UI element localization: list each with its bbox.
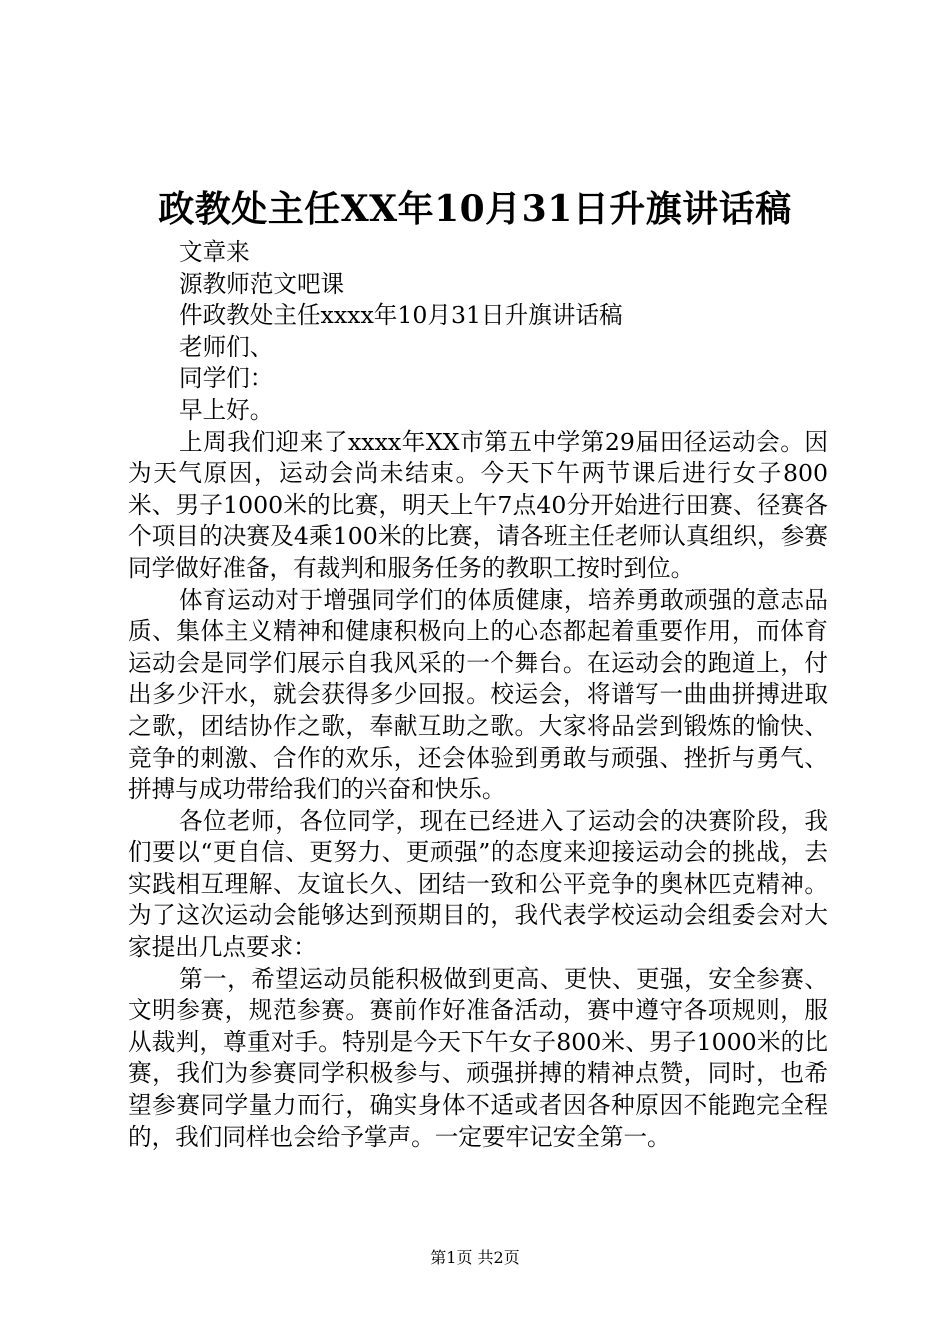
paragraph: 各位老师，各位同学，现在已经进入了运动会的决赛阶段，我们要以“更自信、更努力、更顽强”的态度来迎接运动会的挑战，去实践相互理解、友谊长久、团结一致和公平竞争的奥林匹克精神。为了这次运动会能够达到预期目的，我代表学校运动会组委会对大家提出几点要求： — [128, 806, 828, 962]
document-body — [128, 237, 828, 1153]
paragraph: 上周我们迎来了xxxx年XX市第五中学第29届田径运动会。因为天气原因，运动会尚未结束。今天下午两节课后进行女子800米、男子1000米的比赛，明天上午7点40分开始进行田赛、径赛各个项目的决赛及4乘100米的比赛，请各班主任老师认真组织，参赛同学做好准备，有裁判和服务任务的教职工按时到位。 — [128, 427, 828, 582]
header-line: 件政教处主任xxxx年10月31日升旗讲话稿 — [179, 301, 623, 330]
document-title: 政教处主任XX年10月31日升旗讲话稿 — [158, 188, 792, 230]
paragraph: 第一，希望运动员能积极做到更高、更快、更强，安全参赛、文明参赛，规范参赛。赛前作好准备活动，赛中遵守各项规则，服从裁判，尊重对手。特别是今天下午女子800米、男子1000米的比赛，我们为参赛同学积极参与、顽强拼搏的精神点赞，同时，也希望参赛同学量力而行，确实身体不适或者因各种原因不能跑完全程的，我们同样也会给予掌声。一定要牢记安全第一。 — [128, 964, 828, 1151]
salutation-teachers: 老师们、 — [179, 332, 274, 361]
page-footer: 第1页 共2页 — [430, 1248, 520, 1267]
header-line: 源教师范文吧课 — [179, 269, 345, 298]
greeting: 早上好。 — [179, 395, 274, 424]
salutation-students: 同学们： — [179, 364, 274, 393]
header-line: 文章来 — [179, 238, 250, 266]
paragraph: 体育运动对于增强同学们的体质健康，培养勇敢顽强的意志品质、集体主义精神和健康积极向上的心态都起着重要作用，而体育运动会是同学们展示自我风采的一个舞台。在运动会的跑道上，付出多少汗水，就会获得多少回报。校运会，将谱写一曲曲拼搏进取之歌，团结协作之歌，奉献互助之歌。大家将品尝到锻炼的愉快、竞争的刺激、合作的欢乐，还会体验到勇敢与顽强、挫折与勇气、拼搏与成功带给我们的兴奋和快乐。 — [128, 585, 828, 804]
